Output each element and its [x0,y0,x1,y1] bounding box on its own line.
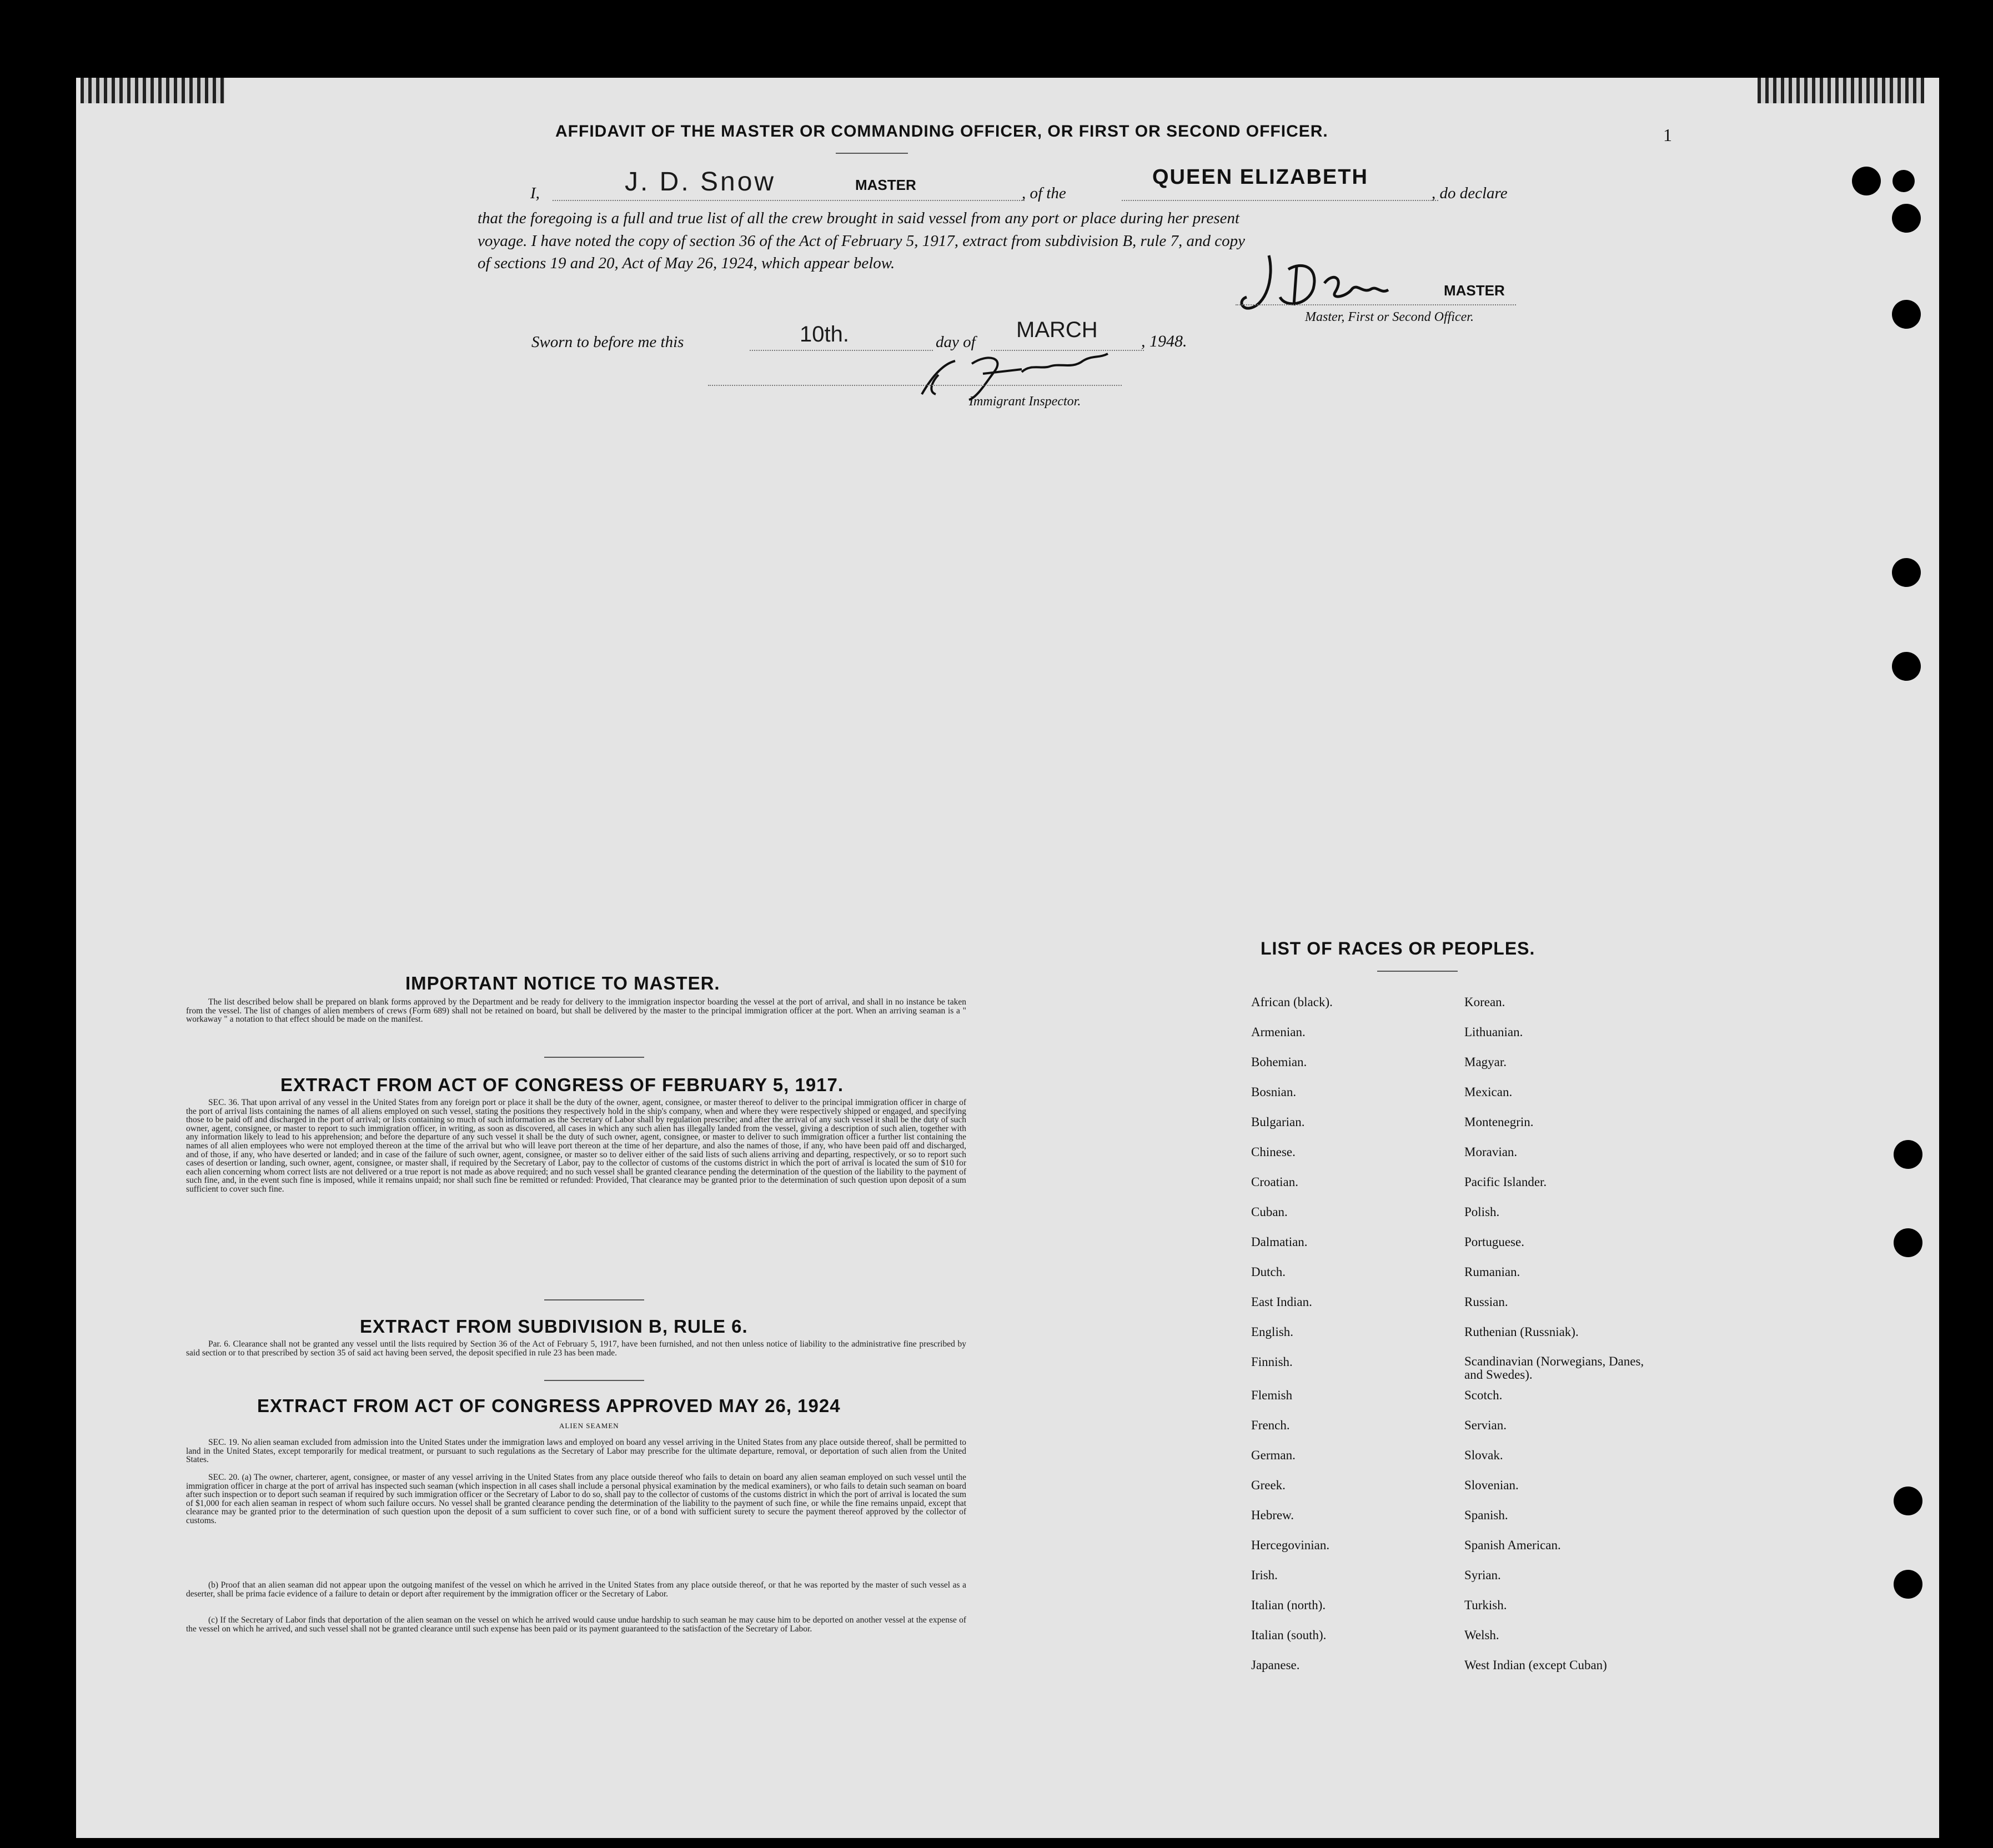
race-item: West Indian (except Cuban) [1464,1658,1607,1672]
of-the-label: , of the [1022,184,1066,202]
race-item: Dutch. [1251,1265,1286,1279]
extract-1917-text: SEC. 36. That upon arrival of any vessel in the United States from any foreign port or place it shall be the duty of the owner, agent, consignee, or master thereof to deliver to the principal immigration officer in charge of the port of arrival lists containing the names of all aliens employed on such vessel, stating the positions they respectively hold in the ship's company, when and where they were respectively shipped or engaged, and specifying those to be paid off and discharged in the port of arrival; or lists containing so much of such information as the Secretary of Labor shall by regulation prescribe; and after the arrival of any such vessel it shall be the duty of such owner, agent, consignee, or master to report to such immigration officer, in writing, as soon as discovered, all cases in which any such alien has illegally landed from the vessel, giving a description of such alien, together with any information likely to lead to his apprehension; and before the departure of any such vessel it shall be the duty of such owner, agent, consignee, or master to deliver to such immigration officer a further list containing the names of all alien employees who were not employed thereon at the time of the arrival but who will leave port thereon at the time of her departure, and also the names of those, if any, who have been paid off and discharged, and of those, if any, who have deserted or landed; and in case of the failure of such owner, agent, consignee, or master so to deliver either of the said lists of such aliens arriving and departing, respectively, or so to report such cases of desertion or landing, such owner, agent, consignee, or master shall, if required by the Secretary of Labor, pay to the collector of customs of the customs district in which the port of arrival is located the sum of $10 for each alien concerning whom correct lists are not delivered or a true report is not made as above required; and no such vessel shall be granted clearance pending the determination of the question of the liability to the payment of such fine, and, in the event such fine is imposed, while it remains unpaid; nor shall such fine be remitted or refunded: Provided, That clearance may be granted prior to the determination of such question upon deposit of a sum sufficient to cover such fine. [186,1098,966,1194]
race-item: Magyar. [1464,1055,1507,1069]
sworn-month: MARCH [1016,318,1098,342]
race-item: Ruthenian (Russniak). [1464,1325,1579,1339]
rank-stamp: MASTER [855,177,916,193]
punch-hole [1892,300,1921,329]
race-item: Mexican. [1464,1085,1513,1099]
affidavit-text-line2: voyage. I have noted the copy of section 36 of the Act of February 5, 1917, extract from subdivision B, rule 7, and copy [478,232,1246,250]
notice-title: IMPORTANT NOTICE TO MASTER. [405,973,720,993]
master-name: J. D. Snow [625,167,776,197]
race-item: Flemish [1251,1388,1293,1402]
extract-1924-sec19: SEC. 19. No alien seaman excluded from admission into the United States under the immigration laws and employed on board any vessel arriving in the United States from any place outside thereof, shall be permitted to land in the United States, except temporarily for medical treatment, or pursuant to such regulations as the Secretary of Labor may prescribe for the ultimate departure, removal, or deportation of such alien from the United States. [186,1438,966,1465]
race-item: East Indian. [1251,1295,1312,1309]
race-item: Spanish. [1464,1508,1508,1522]
race-item: Servian. [1464,1418,1507,1432]
race-item: Croatian. [1251,1175,1298,1189]
name-line [553,200,1025,201]
declarant-pronoun: I, [530,184,540,202]
officer-caption: Master, First or Second Officer. [1305,310,1474,324]
inspector-caption: Immigrant Inspector. [969,394,1081,409]
officer-signature-line [1236,304,1516,305]
race-item: Korean. [1464,995,1505,1009]
race-item: Pacific Islander. [1464,1175,1547,1189]
extract-rule6-title: EXTRACT FROM SUBDIVISION B, RULE 6. [360,1316,748,1337]
race-item: Scandinavian (Norwegians, Danes, and Swedes). [1464,1354,1644,1382]
extract-1924-subtitle: ALIEN SEAMEN [559,1422,619,1430]
race-item: Japanese. [1251,1658,1300,1672]
punch-hole [1894,1570,1922,1599]
vessel-line [1122,200,1438,201]
race-item: Rumanian. [1464,1265,1520,1279]
vessel-name: QUEEN ELIZABETH [1152,165,1368,189]
race-item: Moravian. [1464,1145,1518,1159]
race-item: Turkish. [1464,1598,1507,1612]
race-item: French. [1251,1418,1290,1432]
race-item: German. [1251,1448,1296,1462]
affidavit-title: AFFIDAVIT OF THE MASTER OR COMMANDING OFFICER, OR FIRST OR SECOND OFFICER. [555,122,1328,140]
race-item: English. [1251,1325,1294,1339]
day-of-label: day of [936,333,976,351]
page-number: 1 [1663,125,1672,145]
race-item: Slovak. [1464,1448,1503,1462]
day-line [750,350,933,351]
affidavit-text-line3: of sections 19 and 20, Act of May 26, 1924, which appear below. [478,254,895,272]
extract-1917-title: EXTRACT FROM ACT OF CONGRESS OF FEBRUARY 5, 1917. [280,1074,844,1095]
race-item: Cuban. [1251,1205,1288,1219]
race-item: Italian (north). [1251,1598,1326,1612]
do-declare-label: , do declare [1432,184,1508,202]
race-item: Bosnian. [1251,1085,1297,1099]
race-item: Portuguese. [1464,1235,1524,1249]
inspector-signature-line [708,385,1122,386]
race-item: Greek. [1251,1478,1286,1492]
punch-hole [1892,558,1921,587]
race-item: Syrian. [1464,1568,1501,1582]
title-rule [836,153,908,154]
extract-rule6-text: Par. 6. Clearance shall not be granted any vessel until the lists required by Section 36 of the Act of February 5, 1917, have been furnished, and not then unless notice of liability to the administrative fine prescribed by said section or to that prescribed by section 35 of said act having been served, the deposit specified in rule 23 has been made. [186,1339,966,1358]
torn-edge [81,78,225,103]
extract-1924-sec20b: (b) Proof that an alien seaman did not appear upon the outgoing manifest of the vessel on which he arrived in the United States from any place outside thereof, or that he was reported by the master of such vessel as a deserter, shall be prima facie evidence of a failure to detain or deport after requirement by the immigration officer or the Secretary of Labor. [186,1580,966,1599]
race-item: African (black). [1251,995,1333,1009]
race-item: Russian. [1464,1295,1508,1309]
punch-hole [1852,167,1881,195]
race-item: Slovenian. [1464,1478,1519,1492]
notice-text: The list described below shall be prepared on blank forms approved by the Department and be ready for delivery to the immigration inspector boarding the vessel at the port of arrival, and shall in no instance be taken from the vessel. The list of changes of alien members of crews (Form 689) shall not be retained on board, but shall be delivered by the master to the principal immigration officer at the port. When an arriving seaman is a " workaway " a notation to that effect should be made on the manifest. [186,997,966,1025]
race-item: Irish. [1251,1568,1278,1582]
race-item: Bulgarian. [1251,1115,1305,1129]
punch-hole [1892,170,1915,192]
torn-edge [1758,78,1924,103]
extract-1924-sec20c: (c) If the Secretary of Labor finds that deportation of the alien seaman on the vessel on which he arrived would cause undue hardship to such seaman he may cause him to be deported on another vessel at the expense of the vessel on which he arrived, and such vessel shall not be granted clearance until such expense has been paid or its payment guaranteed to the satisfaction of the Secretary of Labor. [186,1615,966,1634]
punch-hole [1894,1487,1922,1515]
sworn-year: , 1948. [1141,332,1187,350]
punch-hole [1894,1228,1922,1257]
punch-hole [1892,652,1921,681]
sworn-label: Sworn to before me this [531,333,684,351]
race-item: Finnish. [1251,1355,1293,1369]
punch-hole [1892,204,1921,233]
extract-1924-sec20a: SEC. 20. (a) The owner, charterer, agent, consignee, or master of any vessel arriving in the United States from any place outside thereof who fails to detain on board any alien seaman employed on such vessel until the immigration officer in charge at the port of arrival has inspected such seaman (which inspection in all cases shall include a personal physical examination by the medical examiners), or who fails to detain such seaman on board after such inspection or to deport such seaman if required by such immigration officer or the Secretary of Labor to do so, shall pay to the collector of customs of the customs district in which the port of arrival is located the sum of $1,000 for each alien seaman in respect of whom such failure occurs. No vessel shall be granted clearance pending the determination of the liability to the payment of such fine, or while the fine remains unpaid, except that clearance may be granted prior to the determination of such question upon the deposit of a sum sufficient to cover such fine, or of a bond with sufficient surety to secure the payment thereof approved by the collector of customs. [186,1473,966,1525]
section-rule [544,1299,644,1300]
punch-hole [1894,1140,1922,1169]
race-item: Montenegrin. [1464,1115,1534,1129]
race-item: Bohemian. [1251,1055,1307,1069]
races-title: LIST OF RACES OR PEOPLES. [1261,938,1535,958]
race-item: Hebrew. [1251,1508,1294,1522]
affidavit-text-line1: that the foregoing is a full and true list of all the crew brought in said vessel from any port or place during her present [478,209,1240,227]
extract-1924-title: EXTRACT FROM ACT OF CONGRESS APPROVED MAY 26, 1924 [257,1395,841,1416]
race-item: Hercegovinian. [1251,1538,1330,1552]
race-item: Italian (south). [1251,1628,1327,1642]
signature-rank-stamp: MASTER [1444,282,1505,299]
races-title-rule [1377,971,1458,972]
section-rule [544,1380,644,1381]
race-item: Polish. [1464,1205,1500,1219]
race-item: Armenian. [1251,1025,1306,1039]
race-item: Scotch. [1464,1388,1503,1402]
race-item: Welsh. [1464,1628,1499,1642]
race-item: Chinese. [1251,1145,1296,1159]
race-item: Dalmatian. [1251,1235,1308,1249]
race-item: Lithuanian. [1464,1025,1523,1039]
sworn-day: 10th. [800,322,849,346]
race-item: Spanish American. [1464,1538,1561,1552]
section-rule [544,1057,644,1058]
